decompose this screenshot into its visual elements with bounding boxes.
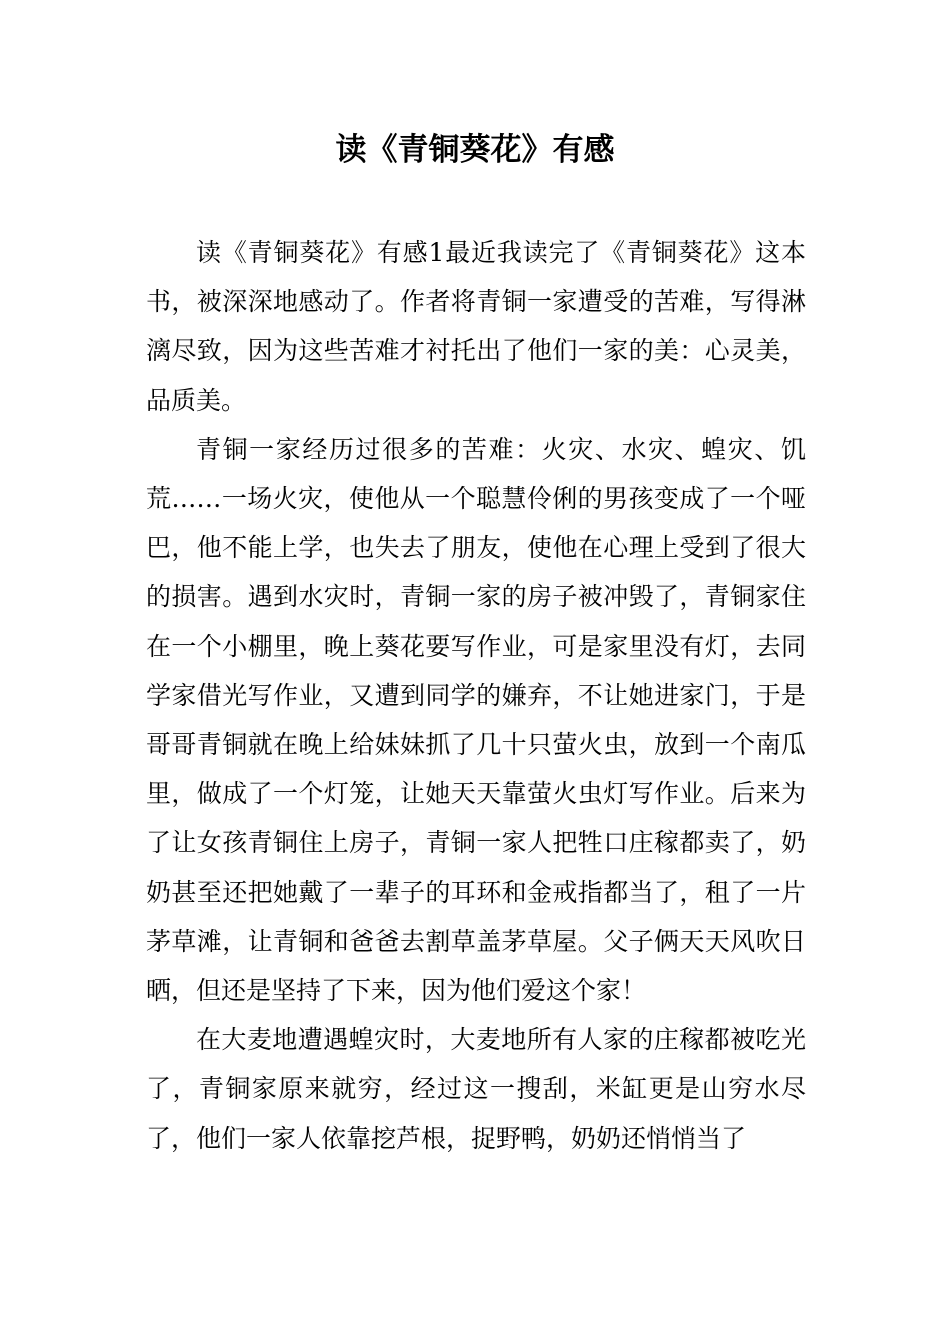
document-title: 读《青铜葵花》有感 — [335, 132, 615, 168]
paragraph-2: 青铜一家经历过很多的苦难：火灾、水灾、蝗灾、饥荒……一场火灾，使他从一个聪慧伶俐的男孩变成了一个哑巴，他不能上学，也失去了朋友，使他在心理上受到了很大的损害。遇到水灾时，青铜一家的房子被冲毁了，青铜家住在一个小棚里，晚上葵花要写作业，可是家里没有灯，去同学家借光写作业，又遭到同学的嫌弃，不让她进家门，于是哥哥青铜就在晚上给妹妹抓了几十只萤火虫，放到一个南瓜里，做成了一个灯笼，让她天天靠萤火虫灯写作业。后来为了让女孩青铜住上房子，青铜一家人把牲口庄稼都卖了，奶奶甚至还把她戴了一辈子的耳环和金戒指都当了，租了一片茅草滩，让青铜和爸爸去割草盖茅草屋。父子俩天天风吹日晒，但还是坚持了下来，因为他们爱这个家！ — [146, 434, 806, 1006]
document-body — [146, 228, 806, 1163]
paragraph-1: 读《青铜葵花》有感1最近我读完了《青铜葵花》这本书，被深深地感动了。作者将青铜一家遭受的苦难，写得淋漓尽致，因为这些苦难才衬托出了他们一家的美：心灵美，品质美。 — [146, 238, 806, 415]
paragraph-3: 在大麦地遭遇蝗灾时，大麦地所有人家的庄稼都被吃光了，青铜家原来就穷，经过这一搜刮，米缸更是山穷水尽了，他们一家人依靠挖芦根，捉野鸭，奶奶还悄悄当了 — [146, 1025, 806, 1153]
